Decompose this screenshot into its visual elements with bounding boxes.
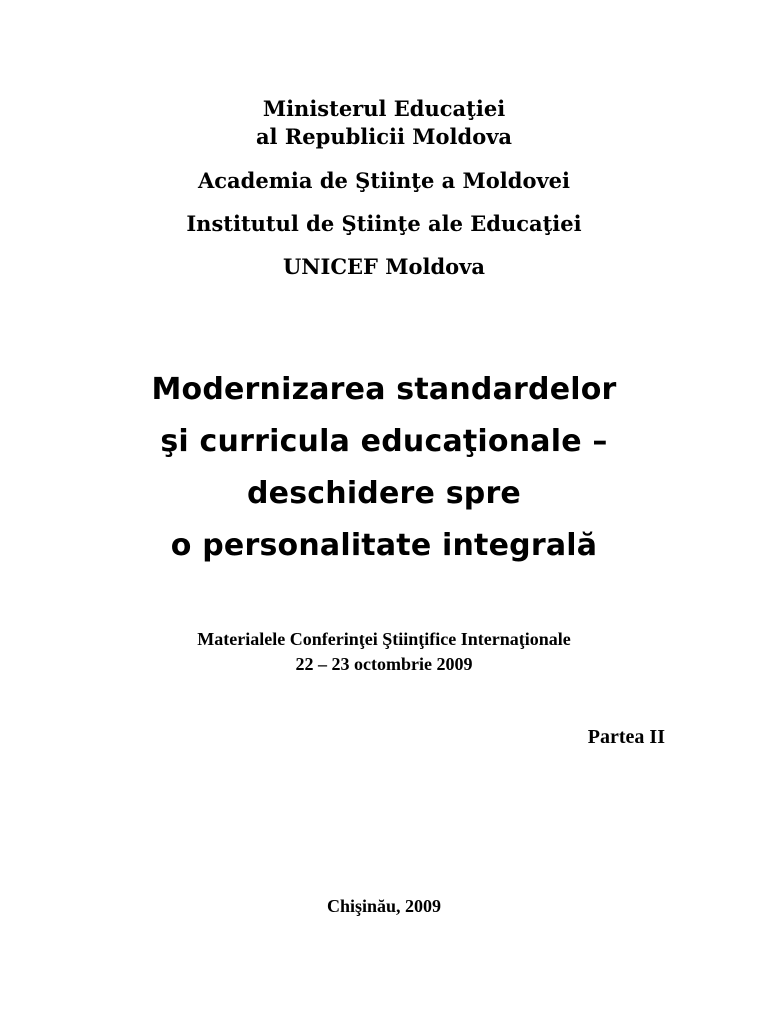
title-line-4: o personalitate integrală	[170, 528, 598, 563]
title-line-1: Modernizarea standardelor	[151, 372, 617, 407]
title-line-3: deschidere spre	[247, 476, 521, 511]
place-year: Chişinău, 2009	[326, 896, 442, 916]
conference-dates: 22 – 23 octombrie 2009	[295, 654, 473, 674]
institute-name: Institutul de Ştiinţe ale Educaţiei	[186, 211, 582, 236]
document-title	[0, 364, 768, 572]
ministry-line-1: Ministerul Educaţiei	[262, 96, 506, 121]
ministry-line-2: al Republicii Moldova	[255, 124, 513, 149]
academy-name: Academia de Ştiinţe a Moldovei	[197, 168, 571, 193]
conference-name: Materialele Conferinţei Ştiinţifice Internaţionale	[197, 629, 571, 649]
title-line-2: şi curricula educaţionale –	[160, 424, 608, 459]
part-label: Partea II	[587, 726, 665, 748]
unicef-name: UNICEF Moldova	[282, 254, 485, 279]
